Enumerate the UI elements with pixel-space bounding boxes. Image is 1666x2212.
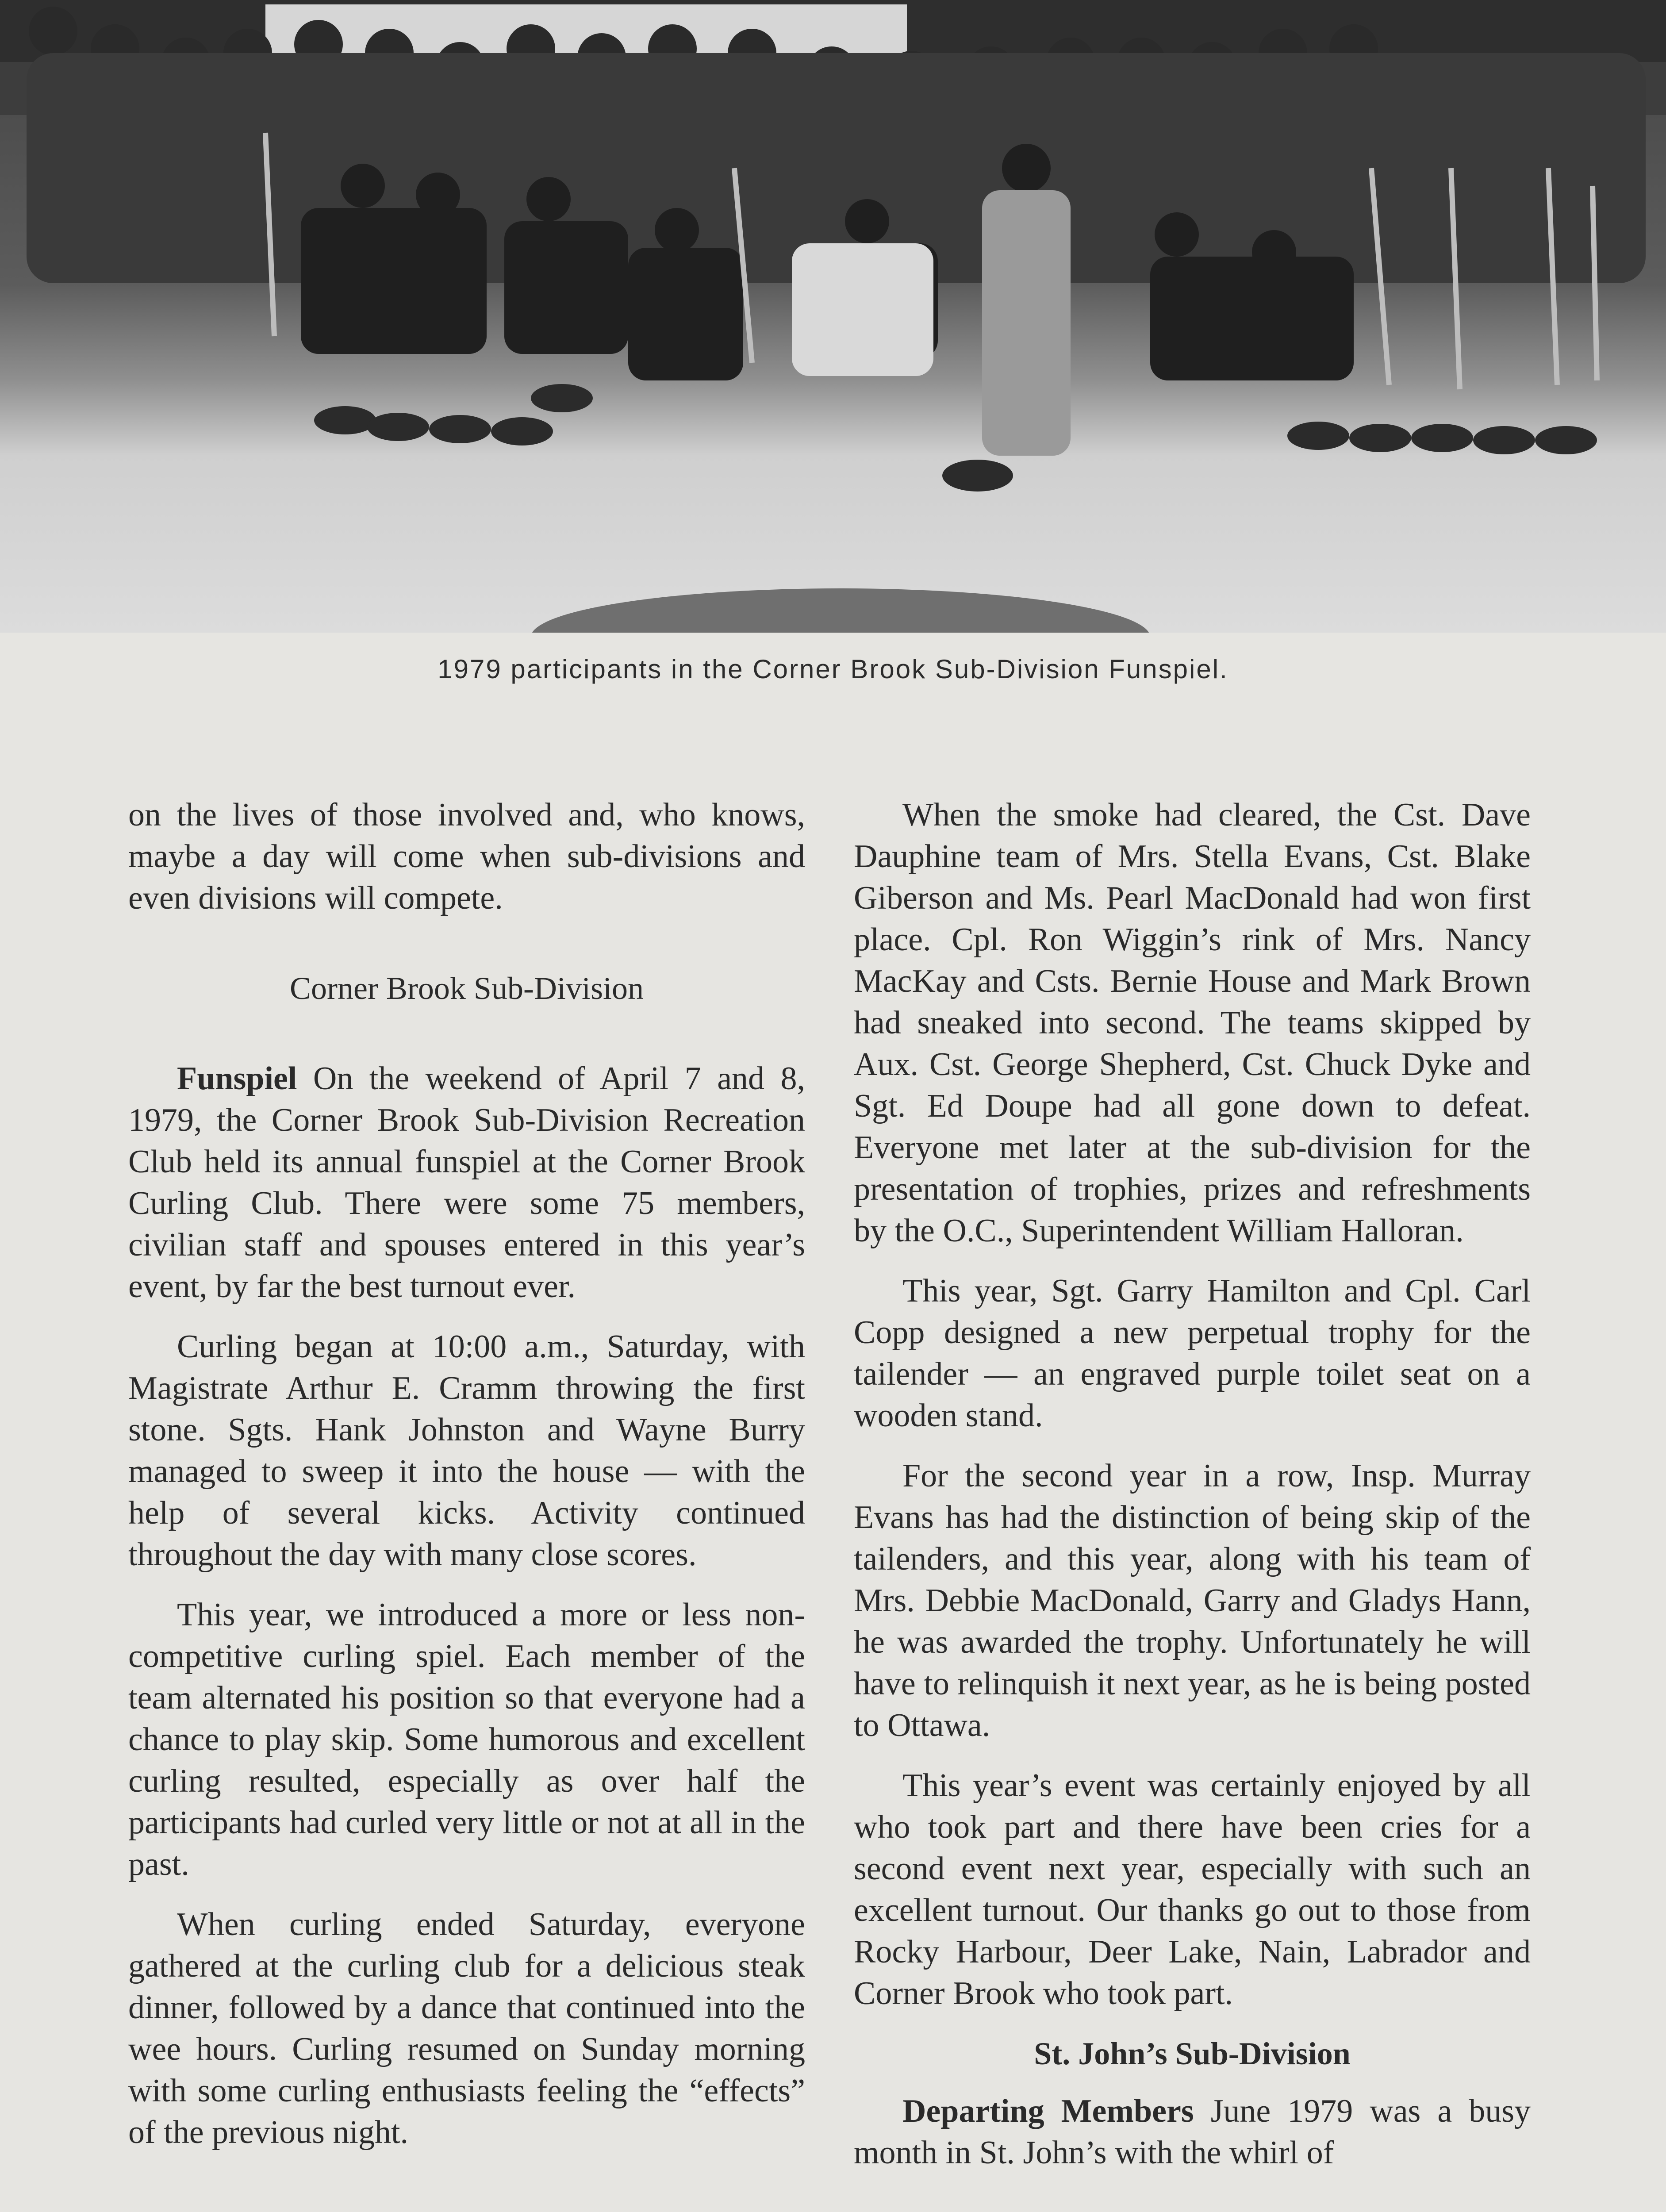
paragraph: This year, we introduced a more or less non-competitive curling spiel. Each member of the team alternated his position so that everyone had a chance to play skip. Some humorous and excellent curling resulted, especially as over half the participants had curled very little or not at all in the past. [128,1597,805,1882]
left-column [128,794,805,2172]
section-heading-corner-brook: Corner Brook Sub-Division [290,971,644,1006]
paragraph-funspiel [128,1058,805,1307]
paragraph-text: June 1979 was a busy month in St. John’s with the whirl of [854,2093,1531,2171]
right-column [854,794,1531,2192]
section-heading-st-johns: St. John’s Sub-Division [1034,2036,1351,2071]
paragraph: When curling ended Saturday, everyone gathered at the curling club for a delicious steak dinner, followed by a dance that continued into the wee hours. Curling resumed on Sunday morning with some curling enthusiasts feeling the “effects” of the previous night. [128,1906,805,2151]
paragraph: on the lives of those involved and, who knows, maybe a day will come when sub-divisions and even divisions will compete. [128,797,805,916]
run-in-heading: Funspiel [177,1060,297,1097]
paragraph: When the smoke had cleared, the Cst. Dave Dauphine team of Mrs. Stella Evans, Cst. Blake Giberson and Ms. Pearl MacDonald had won first place. Cpl. Ron Wiggin’s rink of Mrs. Nancy MacKay and Csts. Bernie House and Mark Brown had sneaked into second. The teams skipped by Aux. Cst. George Shepherd, Cst. Chuck Dyke and Sgt. Ed Doupe had all gone down to defeat. Everyone met later at the sub-division for the presentation of trophies, prizes and refreshments by the O.C., Superintendent William Halloran. [854,797,1531,1249]
paragraph: Curling began at 10:00 a.m., Saturday, with Magistrate Arthur E. Cramm throwing the first stone. Sgts. Hank Johnston and Wayne Burry managed to sweep it into the house — with the help of several kicks. Activity continued throughout the day with many close scores. [128,1329,805,1573]
paragraph: This year, Sgt. Garry Hamilton and Cpl. Carl Copp designed a new perpetual trophy for the tailender — an engraved purple toilet seat on a wooden stand. [854,1273,1531,1434]
group-photo-illustration [0,0,1666,633]
paragraph: This year’s event was certainly enjoyed by all who took part and there have been cries for a second event next year, especially with such an excellent turnout. Our thanks go out to those from Rocky Harbour, Deer Lake, Nain, Labrador and Corner Brook who took part. [854,1767,1531,2012]
paragraph-text: On the weekend of April 7 and 8, 1979, the Corner Brook Sub-Division Recreation Club held its annual funspiel at the Corner Brook Curling Club. There were some 75 members, civilian staff and spouses entered in this year’s event, by far the best turnout ever. [128,1060,805,1305]
paragraph-departing-members [854,2090,1531,2174]
photo-caption: 1979 participants in the Corner Brook Sub-Division Funspiel. [438,654,1228,684]
group-photo [0,0,1666,633]
run-in-heading: Departing Members [902,2093,1194,2129]
paragraph: For the second year in a row, Insp. Murray Evans has had the distinction of being skip of the tailenders, and this year, along with his team of Mrs. Debbie MacDonald, Garry and Gladys Hann, he was awarded the trophy. Unfortunately he will have to relinquish it next year, as he is being posted to Ottawa. [854,1458,1531,1743]
